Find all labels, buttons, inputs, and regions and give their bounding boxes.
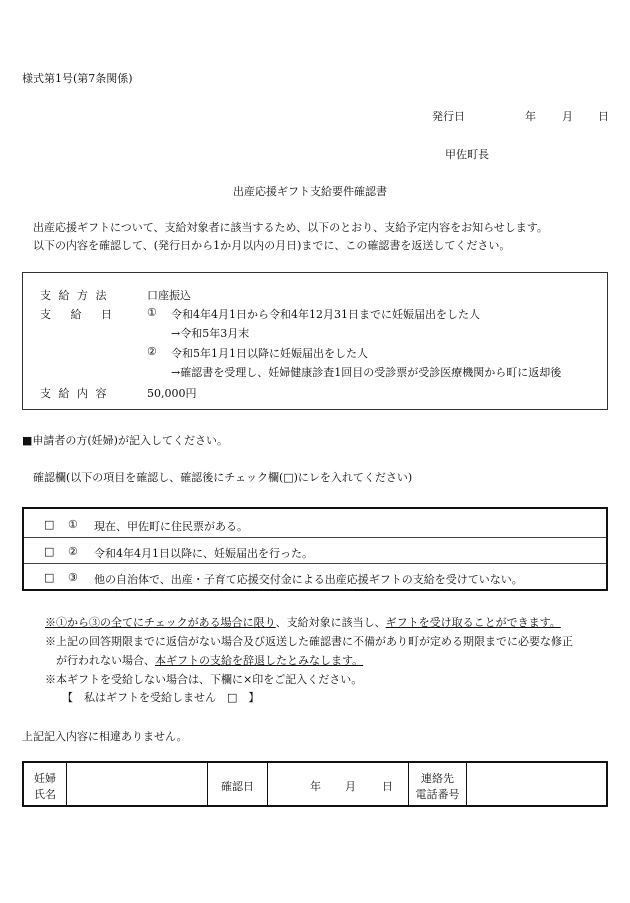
- note-1: [45, 614, 561, 630]
- issue-day: 日: [598, 110, 609, 123]
- issuer: 甲佐町長: [445, 148, 489, 161]
- checkbox[interactable]: □: [44, 545, 55, 558]
- intro-line-2: 以下の内容を確認して、(発行日から1か月以内の月日)までに、この確認書を返送してください。: [33, 239, 511, 252]
- item2-text: 令和5年1月1日以降に妊娠届出をした人: [171, 347, 368, 360]
- name-label-cell: [24, 763, 66, 805]
- confirm-date-label: 確認日: [221, 780, 254, 793]
- applicant-notice: ■申請者の方(妊婦)が記入してください。: [22, 434, 228, 447]
- contact-label-line-1: 連絡先: [421, 772, 454, 785]
- contact-label-line-2: 電話番号: [415, 788, 460, 801]
- intro-line-1: 出産応援ギフトについて、支給対象者に該当するため、以下のとおり、支給予定内容をお知らせします。: [33, 221, 548, 234]
- checklist-table: [22, 507, 608, 591]
- item1-mark: ①: [147, 306, 157, 319]
- form-number: 様式第1号(第7条関係): [22, 72, 133, 85]
- decline-checkbox[interactable]: 【 私はギフトを受給しません □ 】: [62, 691, 260, 704]
- item2-mark: ②: [147, 345, 157, 358]
- payment-info-box: [22, 272, 608, 410]
- confirm-day: 日: [382, 780, 393, 793]
- content-value: 50,000円: [147, 387, 197, 400]
- phone-field[interactable]: [466, 763, 606, 805]
- item1-text: 令和4年4月1日から令和4年12月31日までに妊娠届出をした人: [171, 308, 480, 321]
- checklist-number: ②: [68, 545, 78, 558]
- checklist-number: ③: [68, 571, 78, 584]
- note-1-middle: 、支給対象に該当し、: [275, 616, 386, 629]
- note-1-condition: ※①から③の全てにチェックがある場合に限り: [45, 616, 276, 629]
- checklist-text: 現在、甲佐町に住民票がある。: [94, 520, 248, 533]
- note-2-line-2: [56, 652, 363, 668]
- document-title: 出産応援ギフト支給要件確認書: [233, 185, 387, 198]
- method-value: 口座振込: [147, 289, 191, 302]
- checkbox[interactable]: □: [44, 518, 55, 531]
- name-label-line-1: 妊婦: [34, 772, 56, 785]
- method-label: 支 給 方 法: [40, 289, 109, 302]
- note-1-result: ギフトを受け取ることができます。: [385, 616, 561, 629]
- note-3: ※本ギフトを受給しない場合は、下欄に×印をご記入ください。: [45, 673, 363, 686]
- issue-month: 月: [562, 110, 573, 123]
- item2-result: →確認書を受理し、妊婦健康診査1回目の受診票が受診医療機関から町に返却後: [171, 366, 562, 379]
- checklist-row: [24, 563, 606, 590]
- confirm-year: 年: [310, 780, 321, 793]
- note-2-result: 本ギフトの支給を辞退したとみなします。: [155, 654, 364, 667]
- name-field[interactable]: [66, 763, 207, 805]
- checklist-number: ①: [68, 518, 78, 531]
- checkbox[interactable]: □: [44, 571, 55, 584]
- date-label: 支 給 日: [40, 308, 120, 321]
- checklist-text: 令和4年4月1日以降に、妊娠届出を行った。: [94, 547, 313, 560]
- note-2-line-1: ※上記の回答期限までに返信がない場合及び返送した確認書に不備があり町が定める期限までに必要な修正: [45, 635, 573, 648]
- checklist-text: 他の自治体で、出産・子育て応援交付金による出産応援ギフトの支給を受けていない。: [94, 573, 523, 586]
- issue-year: 年: [525, 110, 536, 123]
- note-2-prefix: が行われない場合、: [56, 654, 155, 667]
- checklist-row: [24, 537, 606, 564]
- confirm-instruction: 確認欄(以下の項目を確認し、確認後にチェック欄(□)にレを入れてください): [33, 471, 413, 484]
- checklist-row: [24, 511, 606, 538]
- item1-result: →令和5年3月末: [171, 327, 250, 340]
- name-label-line-2: 氏名: [34, 788, 56, 801]
- confirm-date-label-cell: [207, 763, 267, 805]
- issue-date-label: 発行日: [432, 110, 465, 123]
- signature-table: [22, 761, 608, 807]
- confirm-date-field[interactable]: [267, 763, 408, 805]
- contact-label-cell: [408, 763, 466, 805]
- content-label: 支 給 内 容: [40, 387, 109, 400]
- affirmation: 上記記入内容に相違ありません。: [22, 730, 188, 743]
- confirm-month: 月: [345, 780, 356, 793]
